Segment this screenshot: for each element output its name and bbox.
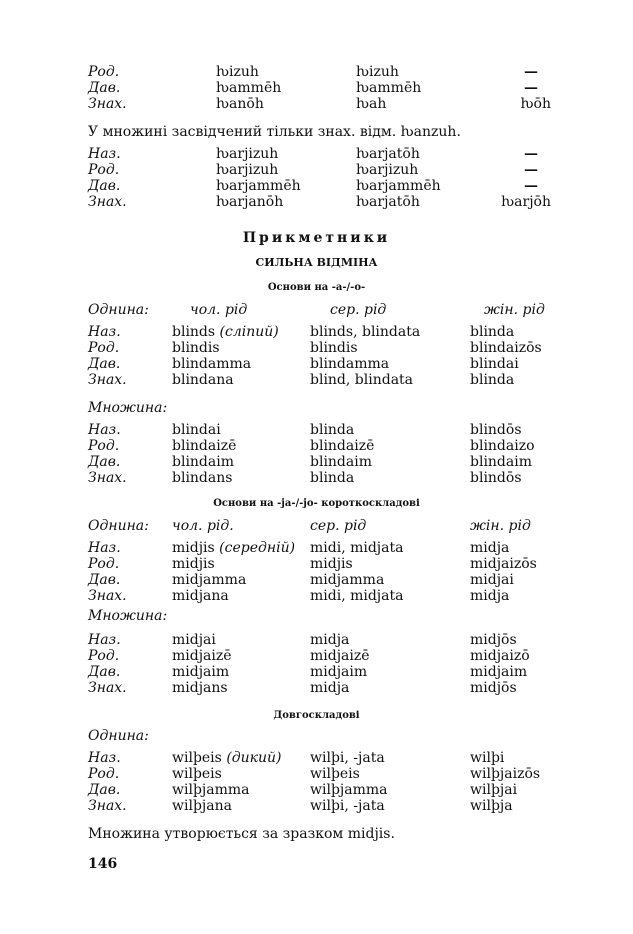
masc-form: ƕarjammēh <box>216 178 301 194</box>
col-neut: сер. рід <box>310 518 367 534</box>
masc-form: midjaim <box>172 664 230 680</box>
fem-form: blindaizo <box>470 438 535 454</box>
neut-form: blindis <box>310 340 358 356</box>
plural-header-row <box>0 400 633 416</box>
masc-form: ƕarjizuh <box>216 146 279 162</box>
table-row <box>0 146 633 162</box>
fem-form: ƕarjōh <box>501 194 551 210</box>
number-label: Однина: <box>88 302 149 318</box>
fem-form: wilþjai <box>470 782 518 798</box>
table-row <box>0 340 633 356</box>
neut-form: midja <box>310 680 350 696</box>
col-fem: жін. рід <box>470 518 531 534</box>
number-label: Однина: <box>88 728 149 744</box>
fem-form: blinda <box>470 372 515 388</box>
case-label: Дав. <box>88 664 121 680</box>
table-row <box>0 422 633 438</box>
case-label: Дав. <box>88 356 121 372</box>
col-neut: сер. рід <box>330 302 387 318</box>
table-row <box>0 572 633 588</box>
fem-form: midja <box>470 588 510 604</box>
neut-form: ƕarjammēh <box>356 178 441 194</box>
table-row <box>0 798 633 814</box>
case-label: Знах. <box>88 96 127 112</box>
case-label: Наз. <box>88 540 121 556</box>
case-label: Знах. <box>88 798 127 814</box>
masc-form: wilþjamma <box>172 782 250 798</box>
fem-form: wilþjaizōs <box>470 766 541 782</box>
fem-form: — <box>524 64 538 80</box>
page-number: 146 <box>88 856 118 872</box>
gloss: (дикий) <box>226 750 282 766</box>
case-label: Знах. <box>88 194 127 210</box>
form-text: blinds <box>172 324 216 340</box>
stem-heading: Основи на -a-/-o- <box>267 282 366 293</box>
neut-form: ƕizuh <box>356 64 399 80</box>
neut-form: blinds, blindata <box>310 324 421 340</box>
closing-note: Множина утворюється за зразком midjis. <box>88 826 395 842</box>
fem-form: blindaizōs <box>470 340 542 356</box>
case-label: Знах. <box>88 680 127 696</box>
column-header-row <box>0 518 633 534</box>
fem-form: blindaim <box>470 454 532 470</box>
neut-form: midja <box>310 632 350 648</box>
number-label: Множина: <box>88 400 168 416</box>
case-label: Род. <box>88 648 120 664</box>
subsection-heading: СИЛЬНА ВІДМІНА <box>255 256 378 269</box>
number-label: Однина: <box>88 518 149 534</box>
neut-form: midjaizē <box>310 648 370 664</box>
table-row <box>0 96 633 112</box>
table-row <box>0 556 633 572</box>
neut-form: midi, midjata <box>310 540 404 556</box>
masc-form: wilþeis <box>172 766 222 782</box>
case-label: Род. <box>88 340 120 356</box>
case-label: Знах. <box>88 470 127 486</box>
col-masc: чол. рід. <box>172 518 234 534</box>
column-header-row <box>0 728 633 744</box>
table-row <box>0 372 633 388</box>
col-masc: чол. рід <box>190 302 248 318</box>
col-fem: жін. рід <box>484 302 545 318</box>
table-row <box>0 750 633 766</box>
form-text: wilþeis <box>172 750 222 766</box>
masc-form: blindamma <box>172 356 252 372</box>
table-row <box>0 648 633 664</box>
masc-form <box>172 540 295 556</box>
neut-form: wilþeis <box>310 766 360 782</box>
masc-form: midjaizē <box>172 648 232 664</box>
masc-form: midjis <box>172 556 215 572</box>
neut-form: midjamma <box>310 572 385 588</box>
neut-form: ƕarjatōh <box>356 146 420 162</box>
table-row <box>0 194 633 210</box>
case-label: Наз. <box>88 750 121 766</box>
masc-form: wilþjana <box>172 798 232 814</box>
fem-form: — <box>524 162 538 178</box>
form-text: midjis <box>172 540 215 556</box>
table-row <box>0 324 633 340</box>
case-label: Наз. <box>88 422 121 438</box>
case-label: Род. <box>88 64 120 80</box>
neut-form: midjis <box>310 556 353 572</box>
fem-form: midjōs <box>470 632 517 648</box>
neut-form: ƕah <box>356 96 387 112</box>
fem-form: ƕōh <box>520 96 551 112</box>
fem-form: midjaim <box>470 664 528 680</box>
fem-form: blindōs <box>470 422 522 438</box>
table-row <box>0 632 633 648</box>
neut-form: blindaim <box>310 454 372 470</box>
fem-form: midjaizō <box>470 648 530 664</box>
table-row <box>0 454 633 470</box>
case-label: Наз. <box>88 146 121 162</box>
fem-form: — <box>524 146 538 162</box>
fem-form: blinda <box>470 324 515 340</box>
gloss: (середній) <box>219 540 296 556</box>
masc-form: midjans <box>172 680 228 696</box>
fem-form: blindōs <box>470 470 522 486</box>
plural-note: У множині засвідчений тільки знах. відм. ƕanzuh. <box>88 124 461 140</box>
table-row <box>0 470 633 486</box>
masc-form: midjai <box>172 632 216 648</box>
masc-form: ƕarjanōh <box>216 194 284 210</box>
neut-form: wilþi, -jata <box>310 750 385 766</box>
table-row <box>0 438 633 454</box>
stem-heading: Основи на -ja-/-jo- короткоскладові <box>213 498 420 509</box>
case-label: Знах. <box>88 372 127 388</box>
neut-form: blindamma <box>310 356 390 372</box>
neut-form: wilþjamma <box>310 782 388 798</box>
fem-form: blindai <box>470 356 519 372</box>
masc-form <box>172 324 279 340</box>
fem-form: wilþi <box>470 750 505 766</box>
fem-form: midjōs <box>470 680 517 696</box>
case-label: Знах. <box>88 588 127 604</box>
table-row <box>0 80 633 96</box>
masc-form: ƕarjizuh <box>216 162 279 178</box>
neut-form: blinda <box>310 422 355 438</box>
plural-header-row <box>0 608 633 624</box>
masc-form <box>172 750 282 766</box>
neut-form: ƕarjizuh <box>356 162 419 178</box>
masc-form: blindaim <box>172 454 234 470</box>
case-label: Род. <box>88 162 120 178</box>
neut-form: midi, midjata <box>310 588 404 604</box>
table-row <box>0 588 633 604</box>
masc-form: ƕizuh <box>216 64 259 80</box>
case-label: Дав. <box>88 454 121 470</box>
case-label: Наз. <box>88 632 121 648</box>
neut-form: wilþi, -jata <box>310 798 385 814</box>
case-label: Дав. <box>88 572 121 588</box>
column-header-row <box>0 302 633 318</box>
case-label: Наз. <box>88 324 121 340</box>
fem-form: — <box>524 80 538 96</box>
table-row <box>0 782 633 798</box>
table-row <box>0 178 633 194</box>
masc-form: blindai <box>172 422 221 438</box>
case-label: Дав. <box>88 178 121 194</box>
table-row <box>0 162 633 178</box>
table-row <box>0 680 633 696</box>
case-label: Род. <box>88 766 120 782</box>
masc-form: blindaizē <box>172 438 237 454</box>
table-row <box>0 766 633 782</box>
neut-form: ƕammēh <box>356 80 422 96</box>
masc-form: ƕanōh <box>216 96 264 112</box>
neut-form: blindaizē <box>310 438 375 454</box>
case-label: Род. <box>88 438 120 454</box>
masc-form: midjana <box>172 588 229 604</box>
case-label: Дав. <box>88 782 121 798</box>
fem-form: midjai <box>470 572 514 588</box>
section-heading: Прикметники <box>242 230 391 246</box>
fem-form: wilþja <box>470 798 513 814</box>
masc-form: blindans <box>172 470 233 486</box>
neut-form: ƕarjatōh <box>356 194 420 210</box>
table-row <box>0 540 633 556</box>
neut-form: midjaim <box>310 664 368 680</box>
masc-form: blindana <box>172 372 234 388</box>
masc-form: blindis <box>172 340 220 356</box>
fem-form: — <box>524 178 538 194</box>
neut-form: blinda <box>310 470 355 486</box>
masc-form: midjamma <box>172 572 247 588</box>
stem-heading: Довгоскладові <box>273 710 360 721</box>
number-label: Множина: <box>88 608 168 624</box>
table-row <box>0 64 633 80</box>
gloss: (сліпий) <box>219 324 279 340</box>
case-label: Род. <box>88 556 120 572</box>
case-label: Дав. <box>88 80 121 96</box>
fem-form: midja <box>470 540 510 556</box>
table-row <box>0 356 633 372</box>
fem-form: midjaizōs <box>470 556 537 572</box>
neut-form: blind, blindata <box>310 372 414 388</box>
table-row <box>0 664 633 680</box>
masc-form: ƕammēh <box>216 80 282 96</box>
